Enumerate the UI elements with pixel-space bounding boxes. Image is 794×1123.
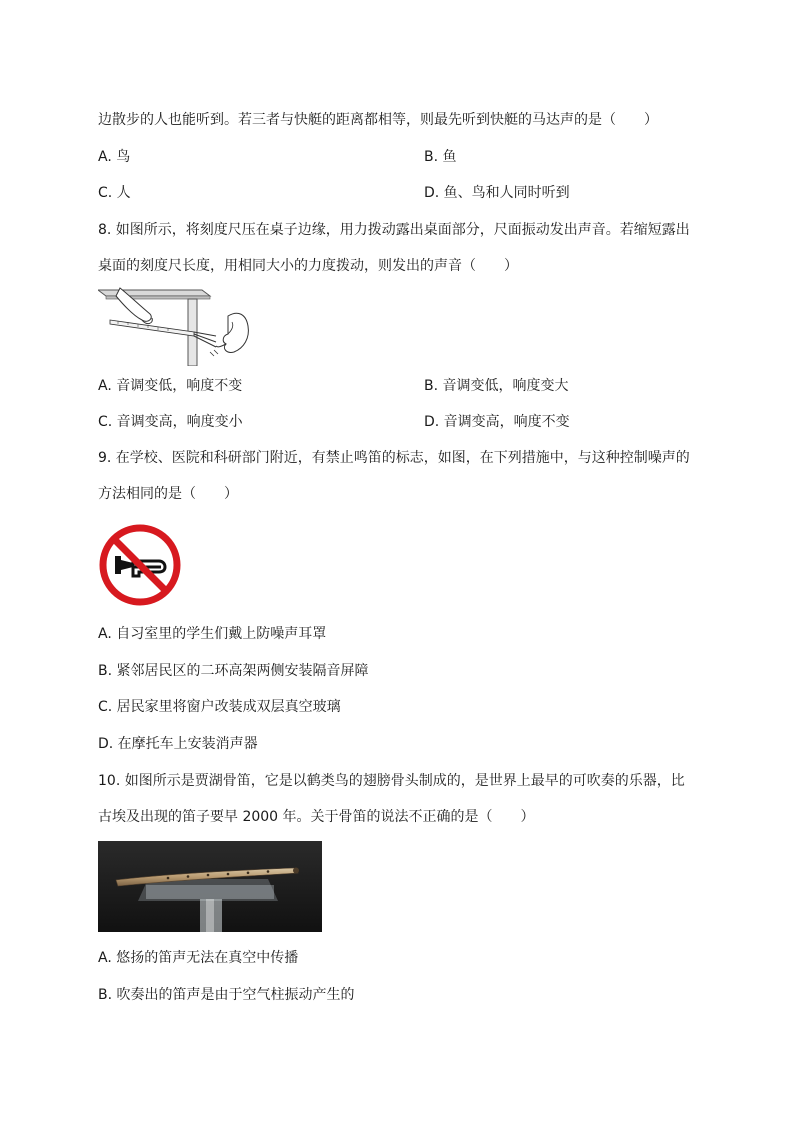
q7-stem: 边散步的人也能听到。若三者与快艇的距离都相等，则最先听到快艇的马达声的是（ ） [98, 112, 658, 128]
q10-stem-line-2: 古埃及出现的笛子要早 2000 年。关于骨笛的说法不正确的是（ ） [98, 809, 535, 825]
q9-option-a: A. 自习室里的学生们戴上防噪声耳罩 [98, 626, 327, 642]
q8-option-c: C. 音调变高，响度变小 [98, 414, 243, 430]
q7-option-c: C. 人 [98, 185, 131, 201]
q8-stem-line-1: 8. 如图所示，将刻度尺压在桌子边缘，用力拨动露出桌面部分，尺面振动发出声音。若缩短露出 [98, 222, 690, 238]
no-horn-sign-icon [99, 524, 181, 606]
q10-option-b: B. 吹奏出的笛声是由于空气柱振动产生的 [98, 987, 355, 1003]
q10-stem-line-1: 10. 如图所示是贾湖骨笛，它是以鹤类鸟的翅膀骨头制成的，是世界上最早的可吹奏的乐器，比 [98, 773, 685, 789]
q9-option-c: C. 居民家里将窗户改装成双层真空玻璃 [98, 699, 341, 715]
q10-option-a: A. 悠扬的笛声无法在真空中传播 [98, 950, 299, 966]
q9-option-d: D. 在摩托车上安装消声器 [98, 736, 258, 752]
q7-option-b: B. 鱼 [424, 149, 457, 165]
q9-stem-line-2: 方法相同的是（ ） [98, 486, 238, 502]
q8-stem-line-2: 桌面的刻度尺长度，用相同大小的力度拨动，则发出的声音（ ） [98, 258, 518, 274]
q9-option-b: B. 紧邻居民区的二环高架两侧安装隔音屏障 [98, 663, 369, 679]
q8-option-a: A. 音调变低，响度不变 [98, 378, 243, 394]
q8-option-b: B. 音调变低，响度变大 [424, 378, 569, 394]
jiahu-bone-flute-photo [98, 841, 322, 932]
q7-option-a: A. 鸟 [98, 149, 131, 165]
q8-option-d: D. 音调变高，响度不变 [424, 414, 570, 430]
q7-option-d: D. 鱼、鸟和人同时听到 [424, 185, 570, 201]
q9-stem-line-1: 9. 在学校、医院和科研部门附近，有禁止鸣笛的标志，如图，在下列措施中，与这种控制噪声的 [98, 450, 690, 466]
ruler-on-table-figure [98, 286, 256, 366]
